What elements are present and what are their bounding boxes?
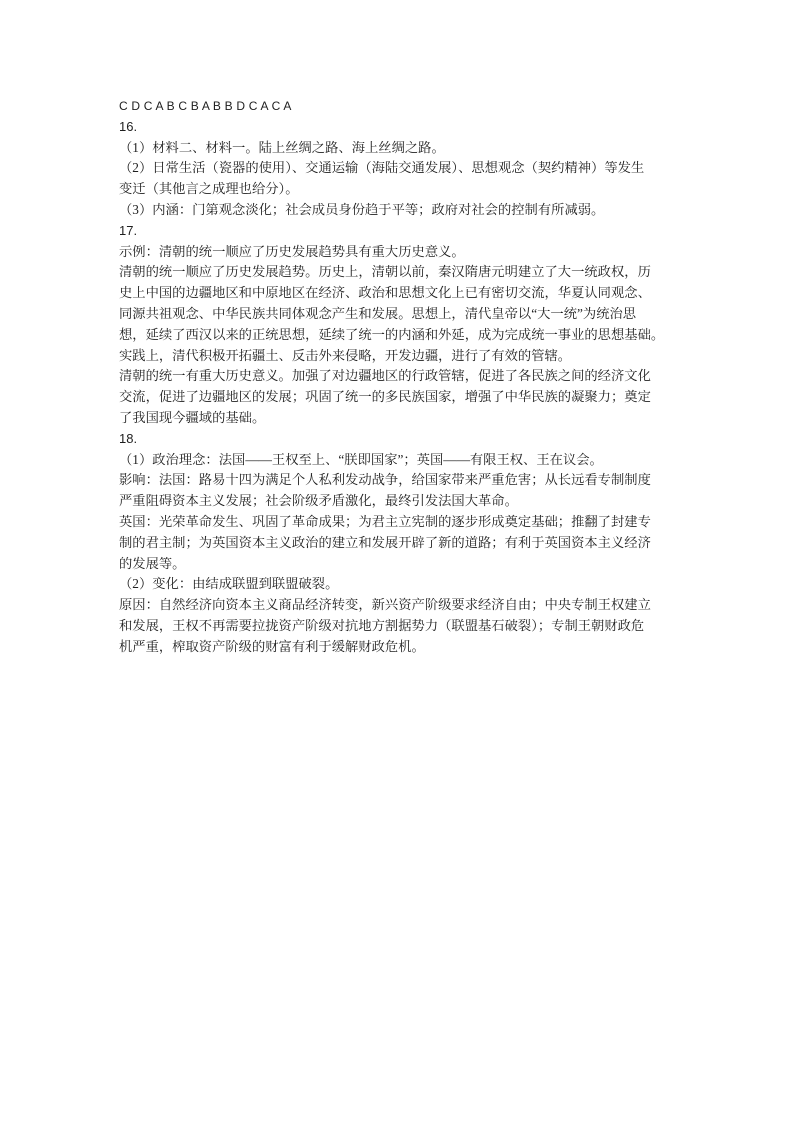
question-17-line: 想，延续了西汉以来的正统思想，延续了统一的内涵和外延，成为完成统一事业的思想基础。 [119,326,665,342]
question-18-line: 原因：自然经济向资本主义商品经济转变，新兴资产阶级要求经济自由；中央专制王权建立 [119,597,651,613]
question-18-line: 制的君主制；为英国资本主义政治的建立和发展开辟了新的道路；有利于英国资本主义经济 [119,534,651,550]
question-18-line: 英国：光荣革命发生、巩固了革命成果；为君主立宪制的逐步形成奠定基础；推翻了封建专 [119,513,651,529]
question-16-line: 变迁（其他言之成理也给分）。 [119,181,299,197]
question-17-line: 史上中国的边疆地区和中原地区在经济、政治和思想文化上已有密切交流，华夏认同观念、 [119,285,651,301]
question-18-line: 和发展，王权不再需要拉拢资产阶级对抗地方割据势力（联盟基石破裂）；专制王朝财政危 [119,617,645,633]
question-17 [119,221,719,429]
question-17-line: 交流，促进了边疆地区的发展；巩固了统一的多民族国家，增强了中华民族的凝聚力；奠定 [119,389,651,405]
question-18-line: 的发展等。 [119,555,186,571]
question-17-line: 清朝的统一顺应了历史发展趋势。历史上，清朝以前，秦汉隋唐元明建立了大一统政权，历 [119,264,651,280]
question-18-line: 机严重，榨取资产阶级的财富有利于缓解财政危机。 [119,638,425,654]
question-18-number: 18. [119,430,138,446]
question-18 [119,429,719,658]
question-17-number: 17. [119,222,138,238]
question-17-line: 实践上，清代积极开拓疆土、反击外来侵略，开发边疆，进行了有效的管辖。 [119,347,572,363]
question-18-line: （2）变化：由结成联盟到联盟破裂。 [119,576,339,592]
question-17-line: 示例：清朝的统一顺应了历史发展趋势具有重大历史意义。 [119,243,465,259]
question-18-line: （1）政治理念：法国——王权至上、“朕即国家”；英国——有限王权、王在议会。 [119,451,603,467]
question-16-line: （3）内涵：门第观念淡化；社会成员身份趋于平等；政府对社会的控制有所减弱。 [119,201,605,217]
question-17-line: 了我国现今疆域的基础。 [119,409,266,425]
question-18-line: 严重阻碍资本主义发展；社会阶级矛盾激化，最终引发法国大革命。 [119,493,518,509]
choice-answers: C D C A B C B A B B D C A C A [119,99,292,113]
answer-key [119,96,719,658]
question-16-line: （1）材料二、材料一。陆上丝绸之路、海上丝绸之路。 [119,139,445,155]
question-16 [119,117,719,221]
question-17-line: 清朝的统一有重大历史意义。加强了对边疆地区的行政管辖，促进了各民族之间的经济文化 [119,368,651,384]
question-16-number: 16. [119,118,138,134]
question-18-line: 影响：法国：路易十四为满足个人私利发动战争，给国家带来严重危害；从长远看专制制度 [119,472,651,488]
question-17-line: 同源共祖观念、中华民族共同体观念产生和发展。思想上，清代皇帝以“大一统”为统治思 [119,305,637,321]
question-16-line: （2）日常生活（瓷器的使用）、交通运输（海陆交通发展）、思想观念（契约精神）等发生 [119,160,645,176]
